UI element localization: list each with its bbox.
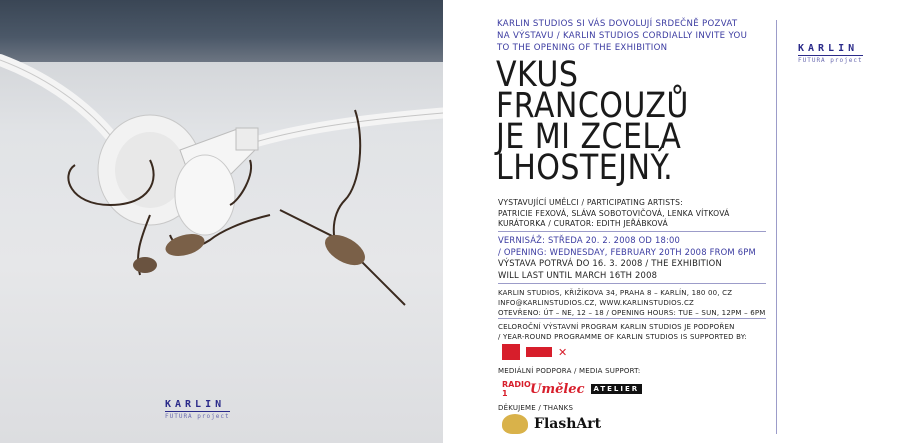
title-line2: FRANCOUZŮ	[496, 86, 689, 126]
prague-city-logo	[502, 344, 520, 360]
duration-line2: WILL LAST UNTIL MARCH 16TH 2008	[498, 269, 658, 280]
title-line4: LHOSTEJNÝ.	[496, 148, 674, 188]
brand-word: KARLIN	[165, 399, 226, 410]
thanks-logos	[502, 414, 601, 434]
beer-crest-logo	[502, 414, 528, 434]
atelier-logo: ATELIER	[591, 384, 643, 394]
partner-mark-icon: ✕	[558, 345, 568, 359]
duration-line1: VÝSTAVA POTRVÁ DO 16. 3. 2008 / THE EXHIBITION	[498, 258, 722, 268]
brand-sub-card: FUTURA project	[798, 57, 863, 64]
thanks-heading: DĚKUJEME / THANKS	[498, 404, 574, 412]
intro-line1: KARLIN STUDIOS SI VÁS DOVOLUJÍ SRDEČNĚ POZVAT	[497, 19, 738, 29]
support-line1: CELOROČNÍ VÝSTAVNÍ PROGRAM KARLIN STUDIOS JE PODPOŘEN	[498, 323, 735, 331]
artists-names: PATRICIE FEXOVÁ, SLÁVA SOBOTOVIČOVÁ, LENKA VÍTKOVÁ	[498, 208, 730, 218]
media-logos	[502, 380, 642, 398]
karlin-logo-photo	[165, 399, 230, 420]
support-block	[498, 322, 747, 342]
separator-3	[498, 318, 766, 319]
intro-text	[497, 18, 757, 54]
media-heading: MEDIÁLNÍ PODPORA / MEDIA SUPPORT:	[498, 367, 641, 375]
separator-1	[498, 231, 766, 232]
fold-line	[776, 20, 777, 434]
exhibition-photo	[0, 0, 443, 443]
opening-cz: VERNISÁŽ: STŘEDA 20. 2. 2008 OD 18:00	[498, 235, 681, 245]
support-line2: / YEAR-ROUND PROGRAMME OF KARLIN STUDIOS IS SUPPORTED BY:	[498, 333, 747, 341]
brand-word-card: KARLIN	[798, 43, 859, 54]
radio1-logo: RADIO 1	[502, 380, 531, 398]
address-line2[interactable]: INFO@KARLINSTUDIOS.CZ, WWW.KARLINSTUDIOS.CZ	[498, 299, 695, 307]
title-line1: VKUS	[496, 55, 579, 95]
karlin-logo-card	[798, 43, 863, 64]
artists-heading: VYSTAVUJÍCÍ UMĚLCI / PARTICIPATING ARTISTS:	[498, 198, 683, 207]
curator-line: KURÁTORKA / CURATOR: EDITH JEŘÁBKOVÁ	[498, 219, 668, 228]
opening-en: / OPENING: WEDNESDAY, FEBRUARY 20TH 2008 FROM 6PM	[498, 246, 756, 257]
address-line1: KARLIN STUDIOS, KŘIŽÍKOVA 34, PRAHA 8 – KARLÍN, 180 00, CZ	[498, 289, 733, 297]
exhibition-title	[496, 55, 689, 188]
separator-2	[498, 283, 766, 284]
umelec-logo: Umělec	[530, 381, 585, 397]
plug-and-pods-illustration	[0, 0, 443, 443]
flashart-logo: FlashArt	[534, 416, 602, 432]
artists-block	[498, 198, 730, 230]
address-block	[498, 288, 766, 318]
ministry-logo	[526, 347, 552, 357]
opening-block	[498, 235, 756, 281]
brand-sub: FUTURA project	[165, 413, 230, 420]
intro-line2: NA VÝSTAVU / KARLIN STUDIOS CORDIALLY INVITE YOU	[497, 31, 748, 41]
supporter-logos	[502, 344, 567, 360]
intro-line3: TO THE OPENING OF THE EXHIBITION	[497, 43, 668, 53]
opening-hours: OTEVŘENO: ÚT – NE, 12 – 18 / OPENING HOURS: TUE – SUN, 12PM – 6PM	[498, 309, 766, 317]
title-line3: JE MI ZCELA	[496, 117, 682, 157]
